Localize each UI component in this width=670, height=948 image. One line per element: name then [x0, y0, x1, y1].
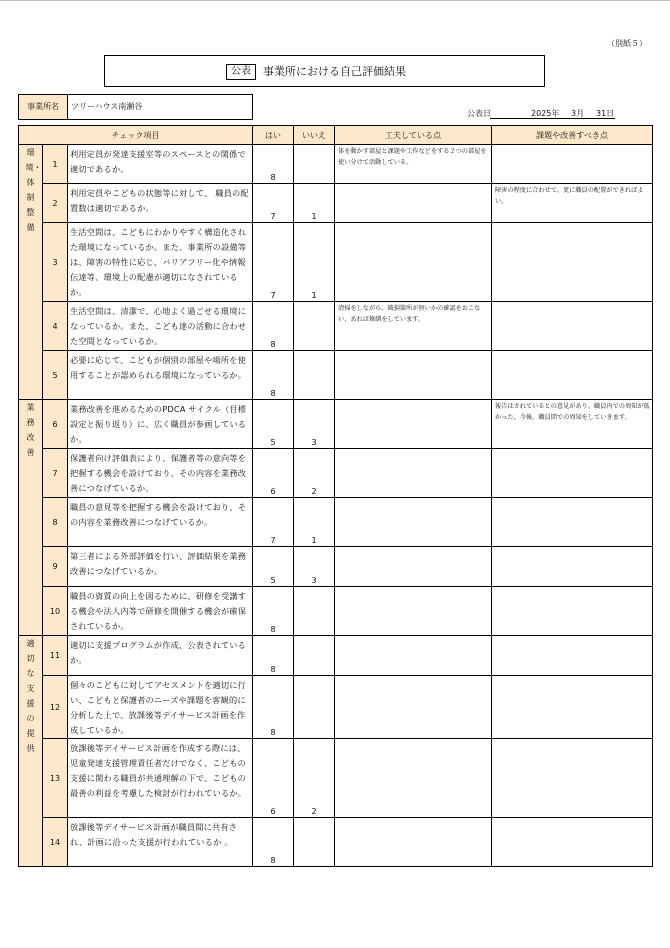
item-text: 職員の意見等を把握する機会を設けており、その内容を業務改善につなげているか。: [68, 498, 253, 547]
header-no: いいえ: [294, 126, 335, 145]
no-count: 1: [294, 184, 335, 223]
publish-day: 31日: [596, 109, 615, 118]
table-row: [19, 547, 653, 587]
header-yes: はい: [253, 126, 294, 145]
item-text: 生活空間は、清潔で、心地よく過ごせる環境になっているか。また、こども達の活動に合わせた空間となっているか。: [68, 302, 253, 351]
improve-note: [492, 547, 653, 587]
effort-note: [335, 400, 492, 449]
item-text: 利用定員やこどもの状態等に対して、 職員の配置数は適切であるか。: [68, 184, 253, 223]
improve-note: 報告はされているとの意見があり、職員内での周知が低かった。今後、職員間での周知をしていきます。: [492, 400, 653, 449]
evaluation-table: [18, 125, 653, 867]
header-improve: 課題や改善すべき点: [492, 126, 653, 145]
table-row: [19, 223, 653, 302]
yes-count: 6: [253, 739, 294, 818]
item-number: 10: [43, 587, 68, 636]
table-row: [19, 400, 653, 449]
effort-note: [335, 184, 492, 223]
improve-note: [492, 145, 653, 184]
yes-count: 5: [253, 547, 294, 587]
yes-count: 8: [253, 676, 294, 739]
item-text: 適切に支援プログラムが作成、公表されているか。: [68, 636, 253, 676]
item-number: 8: [43, 498, 68, 547]
item-text: 生活空間は、こどもにわかりやすく構造化された環境になっているか。また、事業所の設備等は、障害の特性に応じ、バリアフリー化や情報伝達等、環境上の配慮が適切になされているか。: [68, 223, 253, 302]
no-count: [294, 636, 335, 676]
improve-note: [492, 739, 653, 818]
yes-count: 7: [253, 184, 294, 223]
table-row: [19, 676, 653, 739]
annex-label: （別紙５）: [607, 39, 647, 48]
improve-note: [492, 818, 653, 867]
category-label: 環境・体制整備: [25, 148, 42, 232]
improve-note: [492, 587, 653, 636]
item-number: 11: [43, 636, 68, 676]
title-box: [104, 55, 545, 87]
improve-note: 障害の程度に合わせて、更に職員の配置ができればよい。: [492, 184, 653, 223]
item-text: 業務改善を進めるためのPDCA サイクル（目標設定と振り返り）に、広く職員が参画しているか。: [68, 400, 253, 449]
no-count: [294, 302, 335, 351]
item-number: 9: [43, 547, 68, 587]
publish-date-underline: [490, 118, 615, 119]
publish-date-label: 公表日: [467, 109, 491, 118]
item-number: 4: [43, 302, 68, 351]
table-row: [19, 184, 653, 223]
item-number: 12: [43, 676, 68, 739]
item-text: 個々のこどもに対してアセスメントを適切に行い、こどもと保護者のニーズや課題を客観的に分析した上で、放課後等デイサービス計画を作成しているか。: [68, 676, 253, 739]
item-number: 3: [43, 223, 68, 302]
no-count: 3: [294, 547, 335, 587]
no-count: 1: [294, 223, 335, 302]
table-header-row: [19, 126, 653, 145]
no-count: [294, 351, 335, 400]
effort-note: [335, 636, 492, 676]
yes-count: 5: [253, 400, 294, 449]
yes-count: 8: [253, 302, 294, 351]
category-label: 業務改善: [26, 403, 35, 457]
publish-month: 3月: [571, 109, 585, 118]
no-count: 3: [294, 400, 335, 449]
item-number: 14: [43, 818, 68, 867]
business-name-label: 事業所名: [19, 95, 68, 119]
table-row: [19, 145, 653, 184]
item-number: 2: [43, 184, 68, 223]
item-number: 6: [43, 400, 68, 449]
item-text: 第三者による外部評価を行い、評価結果を業務改善につなげているか。: [68, 547, 253, 587]
business-name-box: [18, 94, 253, 120]
effort-note: 体を動かす部屋と課題や工作などをする２つの部屋を使い分けて活動している。: [335, 145, 492, 184]
item-text: 利用定員が発達支援室等のスペースとの関係で適切であるか。: [68, 145, 253, 184]
business-name-value: ツリーハウス南瀬谷: [71, 102, 143, 111]
title-tag: 公表: [226, 64, 256, 80]
publish-date: [467, 108, 615, 119]
table-row: [19, 636, 653, 676]
item-text: 職員の資質の向上を図るために、研修を受講する機会や法人内等で研修を開催する機会が確保されているか。: [68, 587, 253, 636]
table-row: [19, 818, 653, 867]
yes-count: 7: [253, 223, 294, 302]
table-row: [19, 739, 653, 818]
table-row: [19, 351, 653, 400]
category-label: 適切な支援の提供: [26, 639, 35, 753]
yes-count: 7: [253, 498, 294, 547]
effort-note: [335, 818, 492, 867]
no-count: 2: [294, 739, 335, 818]
no-count: [294, 818, 335, 867]
effort-note: [335, 676, 492, 739]
table-row: [19, 587, 653, 636]
improve-note: [492, 223, 653, 302]
category-cell: [19, 636, 43, 867]
effort-note: 清掃をしながら、破損箇所が無いかの確認をおこない、あれば修繕をしています。: [335, 302, 492, 351]
yes-count: 8: [253, 636, 294, 676]
header-check: チェック項目: [19, 126, 253, 145]
yes-count: 8: [253, 351, 294, 400]
item-text: 放課後等デイサービス計画が職員間に共有され、計画に沿った支援が行われているか 。: [68, 818, 253, 867]
page-title: 事業所における自己評価結果: [263, 65, 406, 78]
improve-note: [492, 351, 653, 400]
improve-note: [492, 676, 653, 739]
table-row: [19, 449, 653, 498]
item-number: 5: [43, 351, 68, 400]
table-row: [19, 498, 653, 547]
category-cell: [19, 145, 43, 400]
improve-note: [492, 302, 653, 351]
effort-note: [335, 547, 492, 587]
yes-count: 8: [253, 145, 294, 184]
yes-count: 6: [253, 449, 294, 498]
item-number: 1: [43, 145, 68, 184]
item-number: 7: [43, 449, 68, 498]
table-row: [19, 302, 653, 351]
item-text: 放課後等デイサービス計画を作成する際には、児童発達支援管理責任者だけでなく、こどもの支援に関わる職員が共通理解の下で、こどもの最善の利益を考慮した検討が行われているか。: [68, 739, 253, 818]
item-number: 13: [43, 739, 68, 818]
no-count: 2: [294, 449, 335, 498]
yes-count: 8: [253, 818, 294, 867]
item-text: 保護者向け評価表により、保護者等の意向等を把握する機会を設けており、その内容を業務改善につなげているか。: [68, 449, 253, 498]
yes-count: 8: [253, 587, 294, 636]
effort-note: [335, 351, 492, 400]
effort-note: [335, 587, 492, 636]
no-count: [294, 676, 335, 739]
item-text: 必要に応じて、こどもが個別の部屋や場所を使用することが認められる環境になっているか。: [68, 351, 253, 400]
improve-note: [492, 636, 653, 676]
no-count: [294, 145, 335, 184]
improve-note: [492, 449, 653, 498]
no-count: [294, 587, 335, 636]
effort-note: [335, 498, 492, 547]
effort-note: [335, 739, 492, 818]
publish-year: 2025年: [531, 109, 560, 118]
category-cell: [19, 400, 43, 636]
page-top-border: [0, 0, 670, 1]
no-count: 1: [294, 498, 335, 547]
effort-note: [335, 449, 492, 498]
effort-note: [335, 223, 492, 302]
header-effort: 工夫している点: [335, 126, 492, 145]
improve-note: [492, 498, 653, 547]
